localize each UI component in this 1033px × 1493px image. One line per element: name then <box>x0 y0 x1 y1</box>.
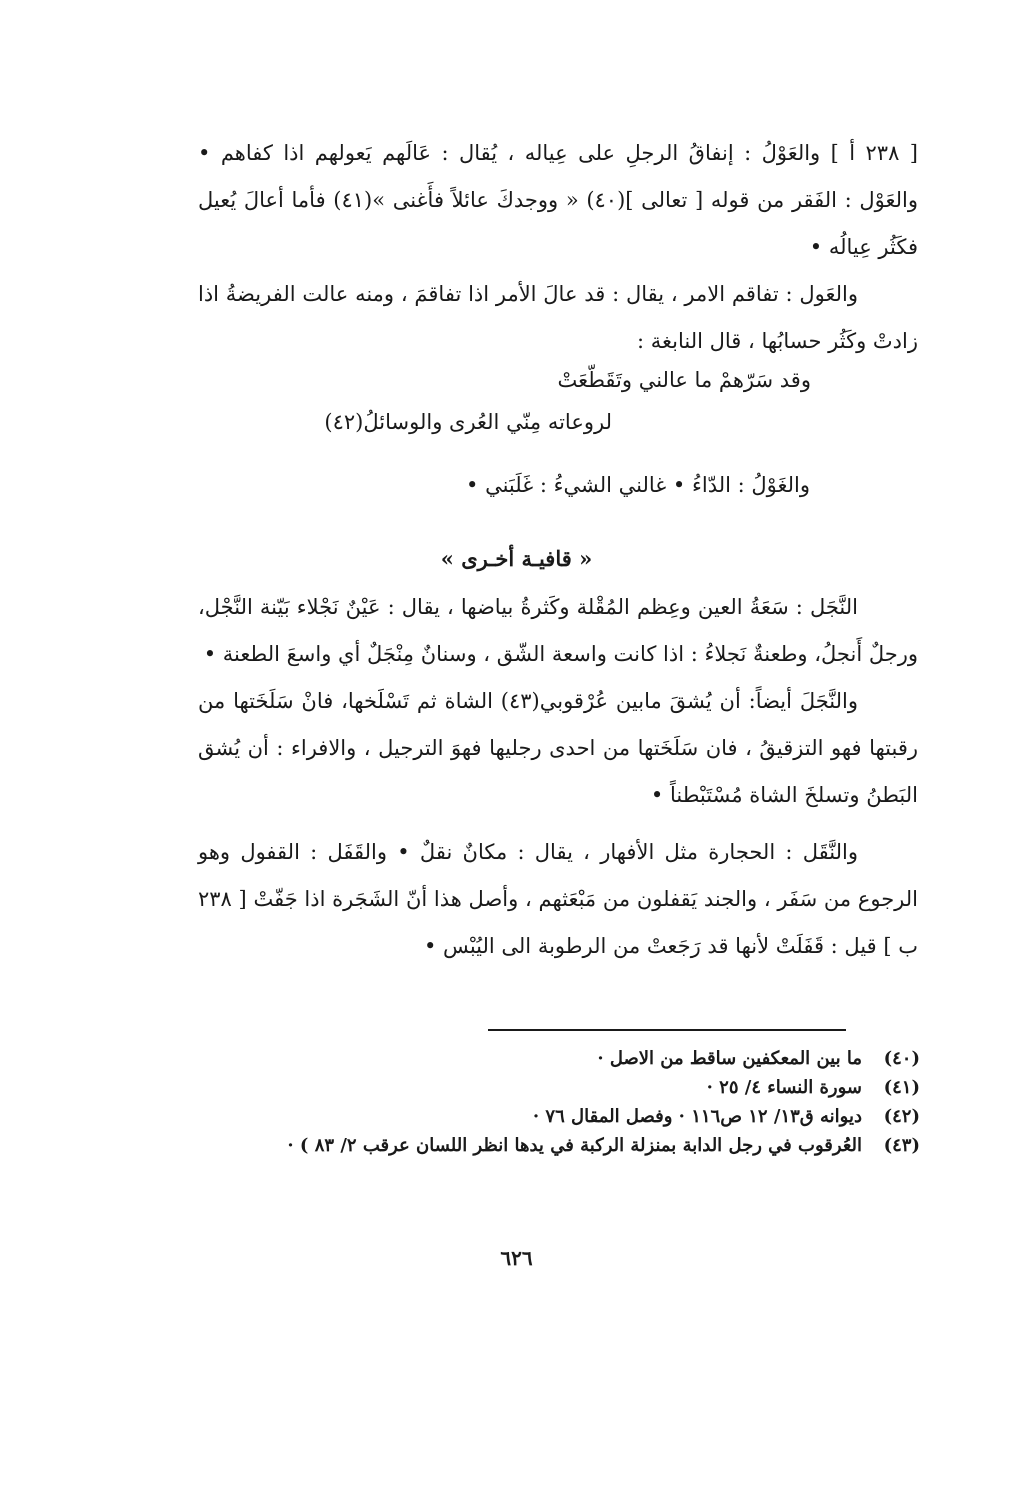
poem-verse-second-hemistich: لروعاته مِنّي العُرى والوسائلُ(٤٢) <box>324 410 612 434</box>
footnote-item <box>190 1102 920 1131</box>
section-ghawl <box>230 462 810 509</box>
footnote-number: (٤١) <box>883 1077 920 1098</box>
footnote-item <box>190 1073 920 1102</box>
footnote-number: (٤٣) <box>883 1135 920 1156</box>
footnote-number: (٤٠) <box>883 1048 920 1069</box>
paragraph-ghawl: والغَوْلُ : الدّاءُ • غالني الشيءُ : غَلَبَني • <box>466 473 810 497</box>
paragraph-aawl-expense: [ ٢٣٨ أ ] والعَوْلُ : إنفاقُ الرجلِ على عِياله ، يُقال : عَالَهم يَعولهم اذا كفاهم • والعَوْل : الفَقر من قوله [ تعالى ](٤٠) « ووجدكَ عائلاً فأَغنى »(٤١) فأما أعالَ يُعيل فكَثُر عِيالُه • <box>198 141 918 259</box>
paragraph-aawl-aggravation: والعَول : تفاقم الامر ، يقال : قد عالَ الأمر اذا تفاقمَ ، ومنه عالت الفريضةُ اذا زادتْ وكَثُر حسابُها ، قال النابغة : <box>198 282 918 353</box>
footnote-text: ما بين المعكفين ساقط من الاصل · <box>597 1048 862 1069</box>
footnote-text: ديوانه ق١٣/ ١٢ ص١١٦ · وفصل المقال ٧٦ · <box>532 1106 862 1127</box>
section-aawl <box>198 130 918 365</box>
footnote-text: سورة النساء ٤/ ٢٥ · <box>706 1077 862 1098</box>
section-najal <box>198 584 918 970</box>
page-number: ٦٢٦ <box>500 1246 533 1270</box>
section-heading: « قافيـة أخـرى » <box>440 546 593 571</box>
paragraph-najal-eye: النَّجَل : سَعَةُ العين وعِظم المُقْلة وكَثرةُ بياضها ، يقال : عَيْنٌ نَجْلاء بَيّنة النَّجْل، ورجلٌ أَنجلُ، وطعنةٌ نَجلاءُ : اذا كانت واسعة الشّق ، وسنانٌ مِنْجَلٌ أي واسعَ الطعنة • <box>198 595 918 666</box>
paragraph-najal-skinning: والنَّجَلَ أيضاً: أن يُشقَ مابين عُرْقوبي(٤٣) الشاة ثم تَسْلَخها، فانْ سَلَخَتها من رقبتها فهو التزقيقُ ، فان سَلَخَتها من احدى رجليها فهوَ الترجيل ، والافراء : أن يُشق البَطنُ وتسلخَ الشاة مُسْتَبْطناً • <box>198 689 918 807</box>
paragraph-naqal-qafal: والنَّقَل : الحجارة مثل الأفهار ، يقال : مكانٌ نقلٌ • والقَفَل : القفول وهو الرجوع من سَفَر ، والجند يَقفلون من مَبْعَثهم ، وأصل هذا أنّ الشَجَرة اذا جَفّتْ [ ٢٣٨ ب ] قيل : قَفَلَتْ لأنها قد رَجَعتْ من الرطوبة الى اليُبْس • <box>198 840 918 958</box>
footnote-item <box>190 1044 920 1073</box>
footnote-item <box>190 1131 920 1160</box>
footnote-number: (٤٢) <box>883 1106 920 1127</box>
footnotes <box>190 1044 920 1160</box>
footnote-text: العُرقوب في رجل الدابة بمنزلة الركبة في يدها انظر اللسان عرقب ٢/ ٨٣ ) · <box>287 1135 862 1156</box>
poem-verse-first-hemistich: وقد سَرّهمْ ما عالني وتَقَطّعَتْ <box>557 368 811 392</box>
footnote-divider <box>488 1029 846 1031</box>
